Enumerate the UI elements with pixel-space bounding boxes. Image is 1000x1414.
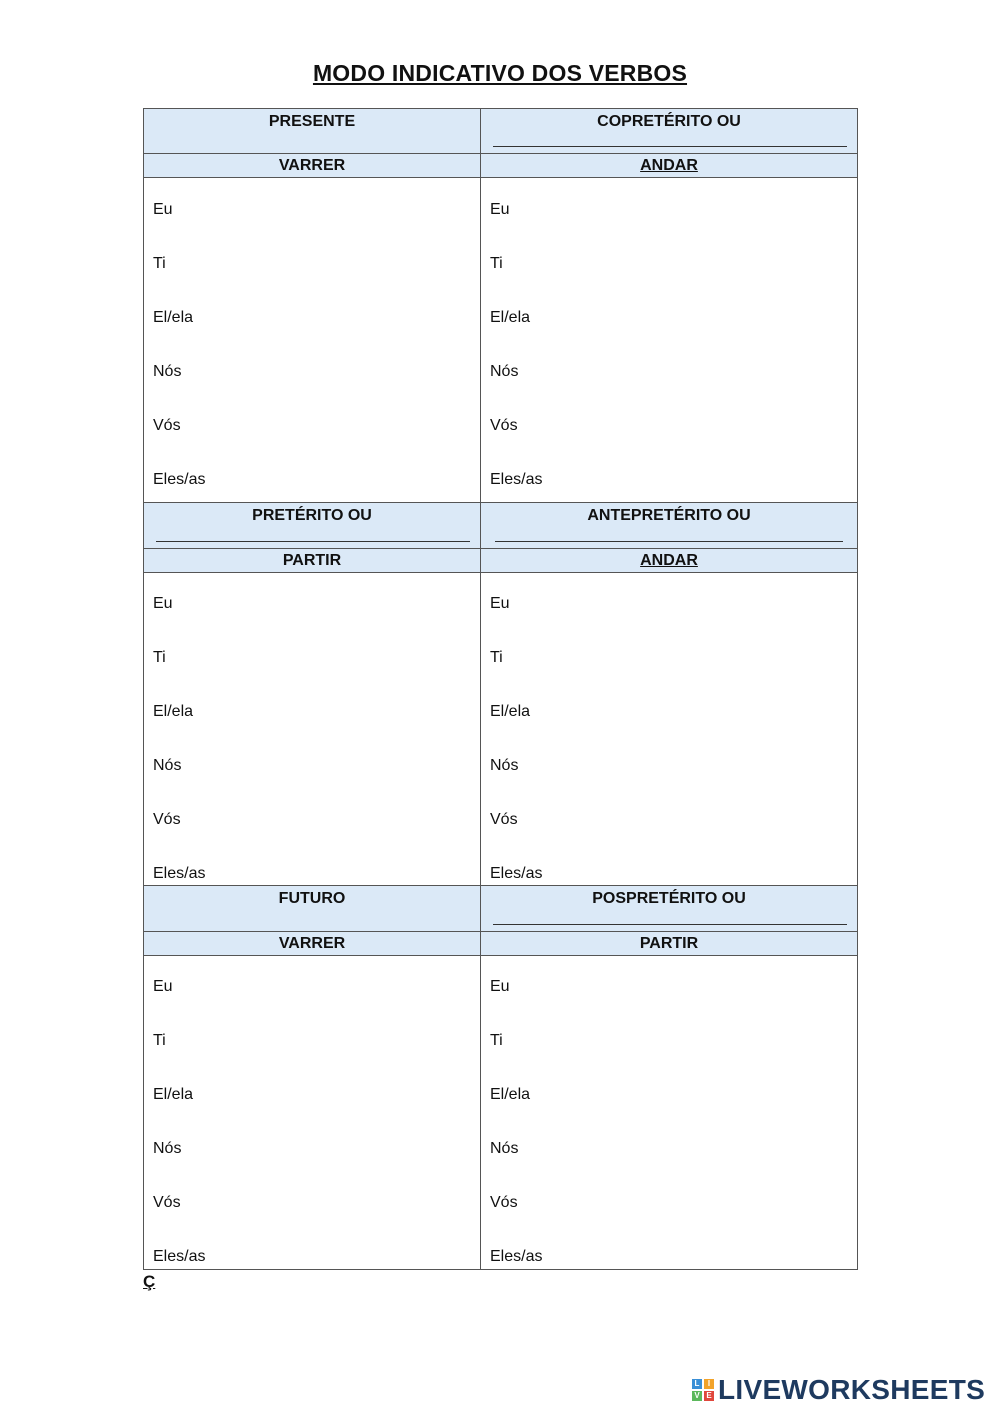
tense-header-presente [143, 108, 481, 154]
pronoun-nos: Nós [490, 1140, 519, 1157]
pronoun-ti: Ti [153, 1032, 166, 1049]
verb-label: VARRER [278, 157, 346, 174]
verb-row [143, 154, 858, 178]
pronoun-ti: Ti [490, 1032, 503, 1049]
verb-label: PARTIR [639, 935, 699, 952]
tense-header-pospreterito [481, 886, 858, 932]
verb-label: VARRER [278, 935, 346, 952]
verb-header-right [481, 932, 858, 956]
pronoun-vos: Vós [153, 811, 181, 828]
answer-blank-line[interactable] [493, 924, 847, 925]
verb-header-left [143, 549, 481, 573]
pronoun-el-ela: El/ela [153, 309, 194, 326]
pronoun-ti: Ti [490, 649, 503, 666]
logo-tile: I [704, 1379, 714, 1389]
pronoun-nos: Nós [490, 363, 519, 380]
section-1 [143, 108, 858, 503]
pronoun-ti: Ti [490, 255, 503, 272]
verb-header-right [481, 154, 858, 178]
section-2 [143, 503, 858, 886]
pronoun-eles-as: Eles/as [490, 865, 543, 882]
pronoun-eles-as: Eles/as [153, 1248, 206, 1265]
logo-tile: L [692, 1379, 702, 1389]
footer-character: Ç [143, 1272, 156, 1291]
logo-tile: V [692, 1391, 702, 1401]
tense-header-row [143, 886, 858, 932]
pronoun-el-ela: El/ela [490, 703, 531, 720]
pronoun-el-ela: El/ela [490, 309, 531, 326]
tense-header-row [143, 503, 858, 549]
conjugation-table [143, 108, 858, 1270]
pronoun-vos: Vós [490, 417, 518, 434]
pronoun-vos: Vós [153, 1194, 181, 1211]
logo-tiles-icon [692, 1379, 714, 1401]
pronoun-nos: Nós [153, 757, 182, 774]
pronoun-cell-left[interactable] [143, 573, 481, 886]
answer-blank-line[interactable] [156, 541, 470, 542]
pronoun-vos: Vós [153, 417, 181, 434]
pronoun-nos: Nós [490, 757, 519, 774]
verb-label: ANDAR [640, 552, 698, 569]
verb-label: PARTIR [282, 552, 342, 569]
liveworksheets-logo [692, 1374, 985, 1406]
pronoun-eles-as: Eles/as [490, 471, 543, 488]
pronoun-eles-as: Eles/as [153, 865, 206, 882]
pronoun-eu: Eu [153, 595, 173, 612]
verb-header-right [481, 549, 858, 573]
tense-label: PRESENTE [268, 113, 356, 130]
pronoun-vos: Vós [490, 1194, 518, 1211]
pronoun-row [143, 178, 858, 503]
answer-blank-line[interactable] [495, 541, 843, 542]
verb-header-left [143, 154, 481, 178]
pronoun-cell-left[interactable] [143, 956, 481, 1270]
pronoun-el-ela: El/ela [490, 1086, 531, 1103]
verb-row [143, 932, 858, 956]
tense-header-antepreterito [481, 503, 858, 549]
tense-header-futuro [143, 886, 481, 932]
tense-header-preterito [143, 503, 481, 549]
tense-header-copreterito [481, 108, 858, 154]
pronoun-eles-as: Eles/as [490, 1248, 543, 1265]
pronoun-eu: Eu [490, 201, 510, 218]
verb-label: ANDAR [640, 157, 698, 174]
pronoun-ti: Ti [153, 255, 166, 272]
pronoun-eu: Eu [490, 978, 510, 995]
pronoun-eles-as: Eles/as [153, 471, 206, 488]
tense-label: PRETÉRITO OU [252, 507, 372, 524]
pronoun-row [143, 956, 858, 1270]
pronoun-nos: Nós [153, 363, 182, 380]
tense-label: ANTEPRETÉRITO OU [587, 507, 751, 524]
verb-row [143, 549, 858, 573]
pronoun-cell-right[interactable] [481, 573, 858, 886]
pronoun-eu: Eu [153, 978, 173, 995]
pronoun-eu: Eu [490, 595, 510, 612]
pronoun-cell-right[interactable] [481, 178, 858, 503]
pronoun-eu: Eu [153, 201, 173, 218]
verb-header-left [143, 932, 481, 956]
pronoun-nos: Nós [153, 1140, 182, 1157]
pronoun-el-ela: El/ela [153, 703, 194, 720]
logo-tile: E [704, 1391, 714, 1401]
pronoun-vos: Vós [490, 811, 518, 828]
page-title: MODO INDICATIVO DOS VERBOS [312, 60, 688, 86]
tense-label: POSPRETÉRITO OU [592, 890, 746, 907]
logo-text: LIVEWORKSHEETS [718, 1374, 986, 1405]
pronoun-el-ela: El/ela [153, 1086, 194, 1103]
tense-header-row [143, 108, 858, 154]
tense-label: FUTURO [278, 890, 346, 907]
pronoun-row [143, 573, 858, 886]
tense-label: COPRETÉRITO OU [597, 113, 741, 130]
answer-blank-line[interactable] [493, 146, 847, 147]
pronoun-ti: Ti [153, 649, 166, 666]
pronoun-cell-left[interactable] [143, 178, 481, 503]
section-3 [143, 886, 858, 1270]
pronoun-cell-right[interactable] [481, 956, 858, 1270]
